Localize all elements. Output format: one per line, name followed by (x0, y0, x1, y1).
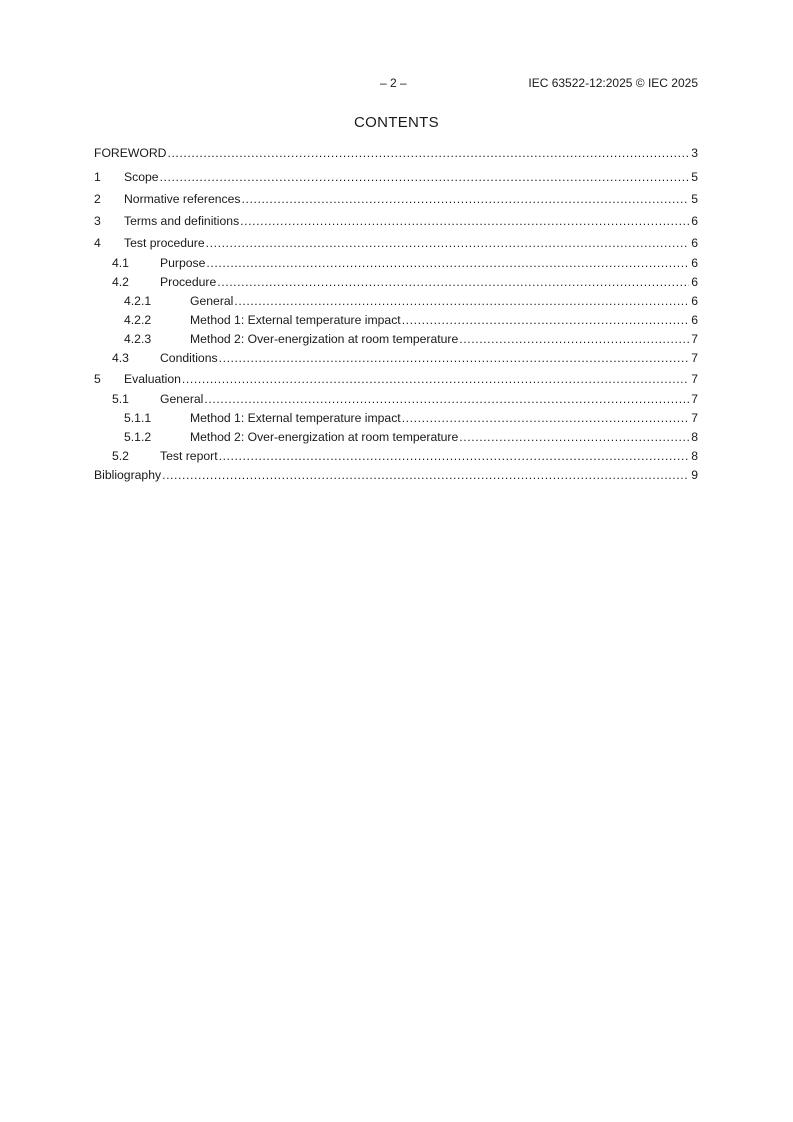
toc-entry-page: 7 (691, 351, 698, 365)
dot-leader (182, 368, 689, 390)
toc-entry-page: 5 (691, 192, 698, 206)
toc-entry-procedure-method-1[interactable] (94, 311, 698, 330)
dot-leader (219, 349, 690, 368)
toc-entry-evaluation-method-1[interactable] (94, 409, 698, 428)
toc-entry-number: 1 (94, 170, 101, 184)
toc-entry-title: Evaluation (124, 372, 181, 386)
toc-entry-page: 8 (691, 449, 698, 463)
toc-entry-page: 8 (691, 430, 698, 444)
toc-entry-number: 5.1.2 (124, 430, 152, 444)
toc-entry-page: 9 (691, 468, 698, 482)
toc-entry-scope[interactable] (94, 166, 698, 188)
dot-leader (162, 466, 689, 485)
toc-entry-number: 4 (94, 236, 101, 250)
toc-entry-purpose[interactable] (94, 254, 698, 273)
toc-entry-number: 5.2 (112, 449, 129, 463)
toc-entry-title: Method 2: Over-energization at room temperature (190, 430, 459, 444)
dot-leader (459, 428, 689, 447)
toc-entry-page: 6 (691, 313, 698, 327)
toc-entry-page: 7 (691, 392, 698, 406)
toc-entry-evaluation-general[interactable] (94, 390, 698, 409)
page-number: – 2 – (380, 76, 407, 90)
toc-entry-conditions[interactable] (94, 349, 698, 368)
toc-entry-number: 2 (94, 192, 101, 206)
dot-leader (242, 188, 690, 210)
toc-entry-title: Method 1: External temperature impact (190, 313, 401, 327)
toc-entry-test-report[interactable] (94, 447, 698, 466)
toc-entry-title: Terms and definitions (124, 214, 240, 228)
toc-entry-title: General (190, 294, 234, 308)
toc-entry-number: 4.3 (112, 351, 129, 365)
dot-leader (402, 311, 690, 330)
dot-leader (240, 210, 689, 232)
dot-leader (234, 292, 689, 311)
dot-leader (206, 254, 689, 273)
toc-entry-title: Purpose (160, 256, 206, 270)
toc-entry-page: 7 (691, 332, 698, 346)
toc-entry-evaluation[interactable] (94, 368, 698, 390)
document-reference: IEC 63522-12:2025 © IEC 2025 (528, 76, 698, 90)
dot-leader (204, 390, 689, 409)
toc-entry-number: 4.2 (112, 275, 129, 289)
toc-title: CONTENTS (354, 114, 439, 131)
toc-entry-page: 6 (691, 214, 698, 228)
toc-entry-number: 3 (94, 214, 101, 228)
toc-entry-procedure-general[interactable] (94, 292, 698, 311)
toc-entry-title: Test procedure (124, 236, 205, 250)
dot-leader (167, 144, 689, 163)
toc-entry-procedure-method-2[interactable] (94, 330, 698, 349)
toc-entry-number: 5 (94, 372, 101, 386)
toc-entry-page: 5 (691, 170, 698, 184)
toc-entry-page: 6 (691, 236, 698, 250)
toc-entry-procedure[interactable] (94, 273, 698, 292)
toc-entry-title: Scope (124, 170, 159, 184)
toc-entry-title: General (160, 392, 204, 406)
toc-entry-title: Conditions (160, 351, 218, 365)
toc-entry-number: 4.1 (112, 256, 129, 270)
toc-entry-page: 7 (691, 411, 698, 425)
toc-entry-title: Method 1: External temperature impact (190, 411, 401, 425)
toc-entry-page: 6 (691, 275, 698, 289)
table-of-contents (94, 144, 698, 485)
toc-entry-number: 5.1 (112, 392, 129, 406)
dot-leader (219, 447, 690, 466)
toc-entry-number: 4.2.1 (124, 294, 152, 308)
toc-entry-bibliography[interactable] (94, 466, 698, 485)
toc-entry-test-procedure[interactable] (94, 232, 698, 254)
dot-leader (217, 273, 689, 292)
dot-leader (206, 232, 690, 254)
toc-entry-title: FOREWORD (94, 146, 167, 160)
toc-entry-number: 4.2.3 (124, 332, 152, 346)
page-header (0, 76, 793, 92)
toc-entry-title: Test report (160, 449, 218, 463)
toc-entry-normative-references[interactable] (94, 188, 698, 210)
toc-entry-number: 5.1.1 (124, 411, 152, 425)
toc-entry-page: 6 (691, 256, 698, 270)
toc-entry-page: 3 (691, 146, 698, 160)
toc-entry-title: Normative references (124, 192, 241, 206)
toc-entry-number: 4.2.2 (124, 313, 152, 327)
toc-entry-foreword[interactable] (94, 144, 698, 163)
dot-leader (160, 166, 690, 188)
toc-entry-page: 6 (691, 294, 698, 308)
toc-entry-page: 7 (691, 372, 698, 386)
toc-entry-evaluation-method-2[interactable] (94, 428, 698, 447)
dot-leader (459, 330, 689, 349)
toc-entry-title: Procedure (160, 275, 217, 289)
toc-entry-title: Method 2: Over-energization at room temperature (190, 332, 459, 346)
dot-leader (402, 409, 690, 428)
toc-entry-title: Bibliography (94, 468, 162, 482)
toc-entry-terms-and-definitions[interactable] (94, 210, 698, 232)
